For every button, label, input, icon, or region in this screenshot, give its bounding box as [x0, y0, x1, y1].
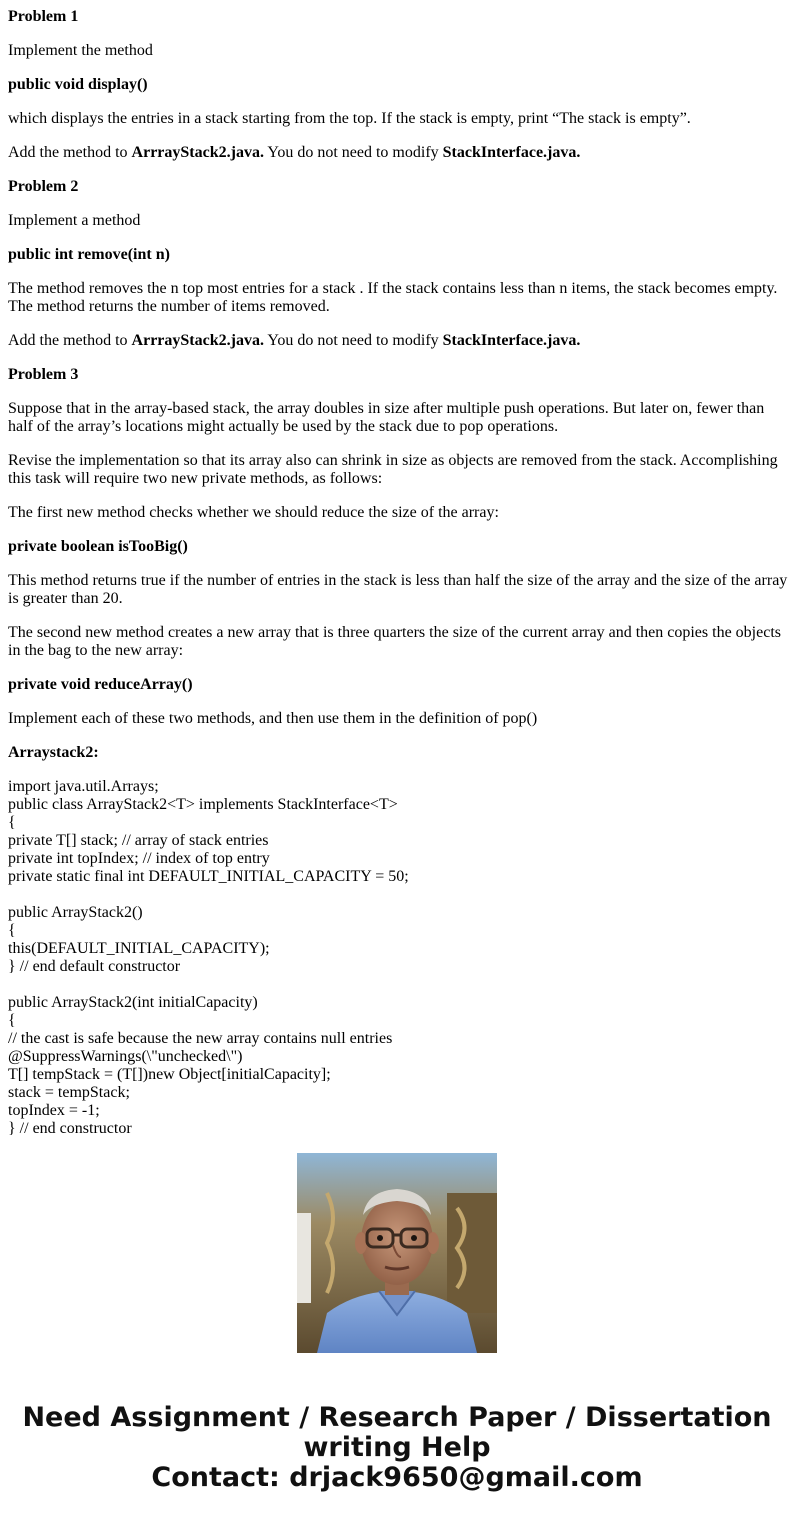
banner-line-2: writing Help: [303, 1432, 491, 1463]
problem-2-intro: Implement a method: [8, 212, 141, 229]
problem-2-heading: Problem 2: [8, 178, 79, 195]
banner-contact: Contact: drjack9650@gmail.com: [151, 1462, 643, 1493]
interface-name: StackInterface.java.: [442, 144, 581, 161]
is-too-big-description: This method returns true if the number of entries in the stack is less than half the size of the array and the size of the array is greater than 20.: [8, 572, 788, 607]
problem-3-paragraph-2: Revise the implementation so that its array also can shrink in size as objects are removed from the stack. Accomplishing this task will require two new private methods, as follows:: [8, 452, 778, 487]
problem-2-description: The method removes the n top most entries for a stack . If the stack contains less than n items, the stack becomes empty. The method returns the number of items removed.: [8, 280, 778, 315]
reduce-array-signature: private void reduceArray(): [8, 676, 193, 693]
problem-1-intro: Implement the method: [8, 42, 153, 59]
problem-1-description: which displays the entries in a stack starting from the top. If the stack is empty, print “The stack is empty”.: [8, 110, 691, 127]
problem-1-add-note: Add the method to ArrrayStack2.java. You do not need to modify StackInterface.java.: [8, 144, 581, 161]
problem-3-heading: Problem 3: [8, 366, 79, 383]
author-avatar: [297, 1153, 497, 1353]
document-body: [8, 0, 788, 1137]
problem-2-signature: public int remove(int n): [8, 246, 170, 263]
problem-2-add-note: Add the method to ArrrayStack2.java. You do not need to modify StackInterface.java.: [8, 332, 581, 349]
problem-3-paragraph-3: The first new method checks whether we should reduce the size of the array:: [8, 504, 499, 521]
interface-name: StackInterface.java.: [442, 332, 581, 349]
portrait-image: [297, 1153, 497, 1353]
promo-banner: [0, 1403, 794, 1493]
banner-line-1: Need Assignment / Research Paper / Dissertation: [22, 1402, 772, 1433]
file-name: ArrrayStack2.java.: [131, 332, 264, 349]
file-name: ArrrayStack2.java.: [131, 144, 264, 161]
problem-1-heading: Problem 1: [8, 8, 79, 25]
problem-3-paragraph-4: The second new method creates a new array that is three quarters the size of the current array and then copies the objects in the bag to the new array:: [8, 624, 781, 659]
problem-3-closing: Implement each of these two methods, and then use them in the definition of pop(): [8, 710, 538, 727]
code-heading: Arraystack2:: [8, 744, 99, 761]
problem-3-paragraph-1: Suppose that in the array-based stack, the array doubles in size after multiple push operations. But later on, fewer than half of the array’s locations might actually be used by the stack due to pop operations.: [8, 400, 765, 435]
is-too-big-signature: private boolean isTooBig(): [8, 538, 188, 555]
code-listing: import java.util.Arrays; public class ArrayStack2<T> implements StackInterface<T> { private T[] stack; // array of stack entries private int topIndex; // index of top entry private static final int DEFAULT_INITIAL_CAPACITY = 50; public ArrayStack2() { this(DEFAULT_INITIAL_CAPACITY); } // end default constructor public ArrayStack2(int initialCapacity) { // the cast is safe because the new array contains null entries @SuppressWarnings(\"unchecked\") T[] tempStack = (T[])new Object[initialCapacity]; stack = tempStack; topIndex = -1; } // end constructor: [8, 778, 409, 1137]
problem-1-signature: public void display(): [8, 76, 148, 93]
